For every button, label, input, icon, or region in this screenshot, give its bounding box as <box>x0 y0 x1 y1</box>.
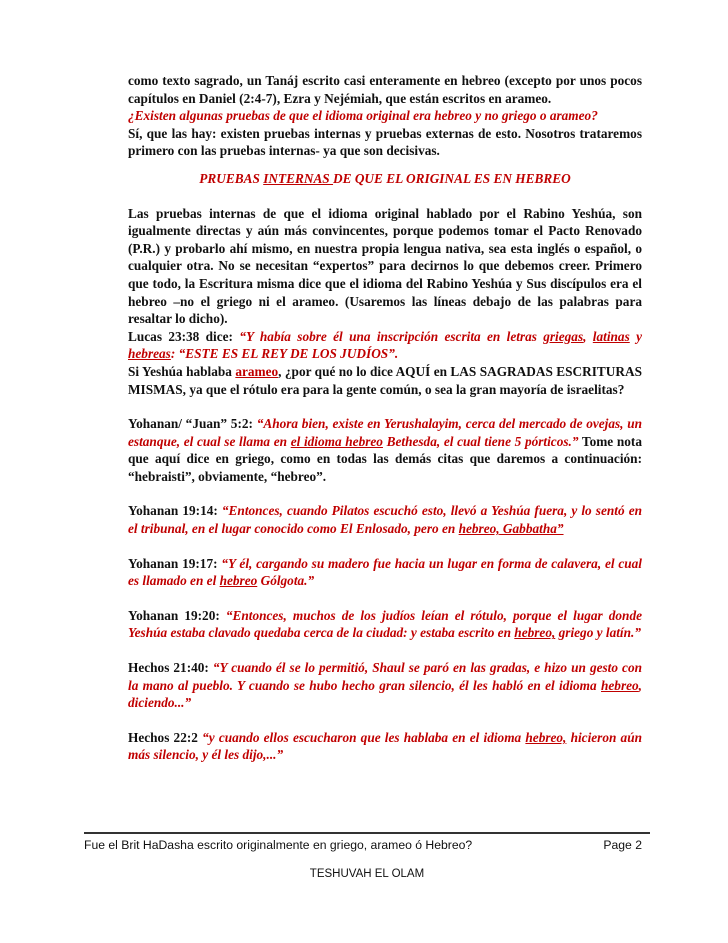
luke-and: y <box>629 328 642 344</box>
verse-yohanan-19-14 <box>128 502 642 537</box>
verse-underlined: hebreo, <box>525 729 567 745</box>
verse-yohanan-19-17 <box>128 555 642 590</box>
verse-underlined: hebreo, <box>514 625 556 641</box>
luke-griegas: griegas <box>543 328 584 344</box>
verse-reference: Yohanan 19:20: <box>128 607 226 623</box>
document-body <box>128 72 642 764</box>
intro-text: como texto sagrado, un Tanáj escrito casi enteramente en hebreo (excepto por unos pocos capítulos en Daniel (2:4-7), Ezra y Nejémiah, que están escritos en arameo. <box>128 73 642 106</box>
evidence-text: Las pruebas internas de que el idioma original hablado por el Rabino Yeshúa, son igualmente directas y aún más convincentes, porque podemos tomar el Pacto Renovado (P.R.) y probarlo ahí mismo, en nuestra propia lengua nativa, sea esta inglés o español, o cualquier otra. No se necesitan “expertos” para decirnos lo que debemos creer. Primero que todo, la Escritura misma dice que el idioma del Rabino Yeshúa y Sus discípulos era el hebreo –no el griego ni el arameo. (Usaremos las líneas debajo de las palabras para resaltar lo dicho). <box>128 205 642 327</box>
luke-inscription: : “ESTE ES EL REY DE LOS JUDÍOS”. <box>170 346 399 362</box>
intro-question: ¿Existen algunas pruebas de que el idioma original era hebreo y no griego o arameo? <box>128 108 598 124</box>
verse-reference: Yohanan 19:17: <box>128 555 222 571</box>
intro-paragraph <box>128 72 642 160</box>
verse-reference: Yohanan 19:14: <box>128 503 222 519</box>
footer-title: Fue el Brit HaDasha escrito originalmente en griego, arameo ó Hebreo? <box>84 838 473 852</box>
luke-quote: “Y había sobre él una inscripción escrita en letras <box>239 328 544 344</box>
heading-underlined: INTERNAS <box>263 170 334 186</box>
yeshua-text-2: , ¿por qué no lo dice AQUÍ en LAS SAGRADAS ESCRITURAS MISMAS, ya que el rótulo era para la gente común, o sea la gran mayoría de israelitas? <box>128 363 642 397</box>
intro-answer: Sí, que las hay: existen pruebas internas y pruebas externas de esto. Nosotros trataremos primero con las pruebas internas- ya que son decisivas. <box>128 125 642 159</box>
yeshua-text-1: Si Yeshúa hablaba <box>128 363 236 379</box>
luke-reference: Lucas 23:38 dice: <box>128 328 240 344</box>
verse-yohanan-5-2 <box>128 415 642 485</box>
verse-reference: Hechos 22:2 <box>128 729 203 745</box>
page-number: Page 2 <box>603 838 642 852</box>
verse-underlined: hebreo <box>219 573 258 589</box>
verse-quote-end: griego y latín.” <box>555 625 641 641</box>
section-heading <box>128 170 642 188</box>
luke-sep: , <box>583 328 593 344</box>
verse-underlined: el idioma hebreo <box>290 433 383 449</box>
verse-quote-end: , diciendo...” <box>128 677 642 711</box>
internal-evidence-paragraph <box>128 205 642 399</box>
verse-quote: “Y él, cargando su madero fue hacia un lugar en forma de calavera, el cual es llamado en el <box>128 555 642 589</box>
verse-yohanan-19-20 <box>128 607 642 642</box>
verse-hechos-21-40 <box>128 659 642 712</box>
verse-underlined: hebreo <box>601 677 639 693</box>
verse-quote-end: Bethesda, el cual tiene 5 pórticos.” <box>382 433 579 449</box>
luke-hebreas: hebreas <box>128 346 171 362</box>
verse-hechos-22-2 <box>128 729 642 764</box>
verse-underlined: hebreo, <box>458 521 500 537</box>
verse-quote: “Ahora bien, existe en Yerushalayim, cerca del mercado de ovejas, un estanque, el cual se llama en <box>128 416 643 449</box>
verse-quote: “Y cuando él se lo permitió, Shaul se paró en las gradas, e hizo un gesto con la mano al pueblo. Y cuando se hubo hecho gran silencio, él les habló en el idioma <box>128 660 643 693</box>
luke-latinas: latinas <box>592 328 630 344</box>
verse-comment: Tome nota que aquí dice en griego, como en todas las demás citas que daremos a continuación: “hebraisti”, obviamente, “hebreo”. <box>128 433 642 484</box>
heading-part-2: DE QUE EL ORIGINAL ES EN HEBREO <box>333 170 571 186</box>
verse-reference: Yohanan/ “Juan” 5:2: <box>128 416 257 432</box>
footer-divider <box>84 832 650 834</box>
footer-ministry: TESHUVAH EL OLAM <box>309 868 425 880</box>
verse-quote-end: Gabbatha” <box>499 521 564 537</box>
verse-quote-end: hicieron aún más silencio, y él les dijo,...” <box>128 729 642 763</box>
verse-quote: “Entonces, muchos de los judíos leían el rótulo, porque el lugar donde Yeshúa estaba clavado quedaba cerca de la ciudad: y estaba escrito en <box>128 607 642 641</box>
heading-part-1: PRUEBAS <box>199 170 264 186</box>
verse-quote: “Entonces, cuando Pilatos escuchó esto, llevó a Yeshúa fuera, y lo sentó en el tribunal, en el lugar conocido como El Enlosado, pero en <box>128 503 643 537</box>
yeshua-arameo: arameo <box>235 363 279 379</box>
verse-quote-end: Gólgota.” <box>257 573 315 589</box>
verse-reference: Hechos 21:40: <box>128 660 213 676</box>
verse-quote: “y cuando ellos escucharon que les hablaba en el idioma <box>202 729 526 745</box>
